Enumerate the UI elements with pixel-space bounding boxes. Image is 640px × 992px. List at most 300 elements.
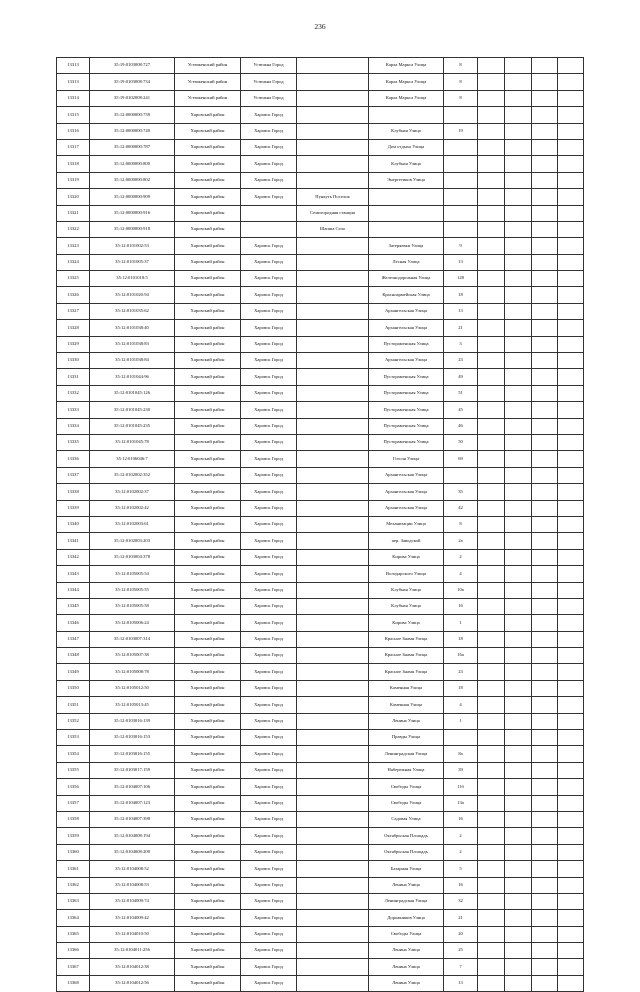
table-row xyxy=(57,893,584,909)
extra-2-cell xyxy=(505,615,532,631)
table-row xyxy=(57,648,584,664)
settlement-cell: Пункуть Поселок xyxy=(297,189,369,205)
district-cell: Харовский район xyxy=(175,451,241,467)
extra-2-cell xyxy=(505,418,532,434)
extra-1-cell xyxy=(478,664,505,680)
city-cell: Харовск Город xyxy=(241,959,297,975)
district-cell: Харовский район xyxy=(175,385,241,401)
extra-3-cell xyxy=(532,811,558,827)
city-cell: Харовск Город xyxy=(241,893,297,909)
row-number-cell: 13335 xyxy=(57,434,90,450)
extra-3-cell xyxy=(532,58,558,74)
city-cell: Харовск Город xyxy=(241,615,297,631)
city-cell: Харовск Город xyxy=(241,369,297,385)
extra-4-cell xyxy=(558,90,584,106)
table-row xyxy=(57,943,584,959)
house-number-cell: 42 xyxy=(444,500,478,516)
extra-3-cell xyxy=(532,975,558,991)
extra-4-cell xyxy=(558,418,584,434)
city-cell: Харовск Город xyxy=(241,926,297,942)
extra-3-cell xyxy=(532,172,558,188)
extra-2-cell xyxy=(505,713,532,729)
extra-2-cell xyxy=(505,533,532,549)
table-row xyxy=(57,287,584,303)
cadastral-number-cell: 35:12:0103016:155 xyxy=(90,746,175,762)
extra-2-cell xyxy=(505,58,532,74)
settlement-cell xyxy=(297,320,369,336)
street-cell: Красноармейская Улица xyxy=(369,287,444,303)
settlement-cell xyxy=(297,943,369,959)
cadastral-number-cell: 35:12:0102003:61 xyxy=(90,516,175,532)
cadastral-number-cell: 35:12:0101038:84 xyxy=(90,353,175,369)
city-cell: Харовск Город xyxy=(241,107,297,123)
extra-1-cell xyxy=(478,353,505,369)
district-cell: Харовский район xyxy=(175,582,241,598)
cadastral-number-cell: 35:12:0101038:83 xyxy=(90,336,175,352)
row-number-cell: 13366 xyxy=(57,943,90,959)
extra-2-cell xyxy=(505,172,532,188)
extra-4-cell xyxy=(558,631,584,647)
cadastral-number-cell: 35:12:0103004:378 xyxy=(90,549,175,565)
extra-3-cell xyxy=(532,664,558,680)
table-row xyxy=(57,484,584,500)
extra-2-cell xyxy=(505,205,532,221)
settlement-cell xyxy=(297,844,369,860)
house-number-cell: 21 xyxy=(444,910,478,926)
extra-4-cell xyxy=(558,369,584,385)
extra-3-cell xyxy=(532,451,558,467)
extra-2-cell xyxy=(505,680,532,696)
extra-3-cell xyxy=(532,631,558,647)
district-cell: Харовский район xyxy=(175,189,241,205)
extra-1-cell xyxy=(478,893,505,909)
city-cell: Устюжна Город xyxy=(241,58,297,74)
extra-4-cell xyxy=(558,58,584,74)
settlement-cell xyxy=(297,254,369,270)
city-cell: Харовск Город xyxy=(241,943,297,959)
extra-2-cell xyxy=(505,320,532,336)
city-cell: Харовск Город xyxy=(241,271,297,287)
district-cell: Харовский район xyxy=(175,648,241,664)
extra-3-cell xyxy=(532,287,558,303)
extra-2-cell xyxy=(505,238,532,254)
table-row xyxy=(57,861,584,877)
street-cell: Садовая Улица xyxy=(369,811,444,827)
extra-3-cell xyxy=(532,156,558,172)
extra-2-cell xyxy=(505,697,532,713)
row-number-cell: 13323 xyxy=(57,238,90,254)
extra-3-cell xyxy=(532,467,558,483)
street-cell: Энергетиков Улица xyxy=(369,172,444,188)
extra-2-cell xyxy=(505,434,532,450)
table-row xyxy=(57,156,584,172)
table-row xyxy=(57,238,584,254)
row-number-cell: 13353 xyxy=(57,730,90,746)
table-row xyxy=(57,877,584,893)
extra-4-cell xyxy=(558,205,584,221)
street-cell: Ленинградская Улица xyxy=(369,746,444,762)
extra-2-cell xyxy=(505,336,532,352)
street-cell: Ленинградская Улица xyxy=(369,893,444,909)
table-row xyxy=(57,746,584,762)
city-cell: Харовск Город xyxy=(241,762,297,778)
settlement-cell xyxy=(297,516,369,532)
extra-4-cell xyxy=(558,598,584,614)
extra-1-cell xyxy=(478,811,505,827)
district-cell: Устюженский район xyxy=(175,90,241,106)
house-number-cell: 8 xyxy=(444,74,478,90)
row-number-cell: 13343 xyxy=(57,566,90,582)
row-number-cell: 13322 xyxy=(57,221,90,237)
street-cell: Красное Знамя Улица xyxy=(369,631,444,647)
extra-4-cell xyxy=(558,926,584,942)
street-cell: Каменная Улица xyxy=(369,697,444,713)
cadastral-number-cell: 35:12:0104009:74 xyxy=(90,893,175,909)
extra-2-cell xyxy=(505,516,532,532)
house-number-cell: 4 xyxy=(444,697,478,713)
city-cell: Харовск Город xyxy=(241,287,297,303)
extra-2-cell xyxy=(505,566,532,582)
settlement-cell xyxy=(297,762,369,778)
extra-3-cell xyxy=(532,713,558,729)
district-cell: Харовский район xyxy=(175,566,241,582)
house-number-cell: 7 xyxy=(444,959,478,975)
city-cell: Харовск Город xyxy=(241,697,297,713)
district-cell: Харовский район xyxy=(175,336,241,352)
extra-3-cell xyxy=(532,844,558,860)
extra-1-cell xyxy=(478,516,505,532)
settlement-cell xyxy=(297,713,369,729)
city-cell: Харовск Город xyxy=(241,549,297,565)
extra-1-cell xyxy=(478,139,505,155)
street-cell: Архангельская Улица xyxy=(369,500,444,516)
extra-1-cell xyxy=(478,680,505,696)
settlement-cell xyxy=(297,746,369,762)
house-number-cell: 39 xyxy=(444,762,478,778)
row-number-cell: 13320 xyxy=(57,189,90,205)
house-number-cell: 16а xyxy=(444,648,478,664)
street-cell: Правды Улица xyxy=(369,730,444,746)
extra-3-cell xyxy=(532,795,558,811)
cadastral-number-cell: 35:12:0101045:230 xyxy=(90,402,175,418)
extra-2-cell xyxy=(505,877,532,893)
cadastral-number-cell: 35:12:0105005:54 xyxy=(90,566,175,582)
extra-2-cell xyxy=(505,467,532,483)
extra-4-cell xyxy=(558,221,584,237)
extra-1-cell xyxy=(478,713,505,729)
extra-4-cell xyxy=(558,910,584,926)
city-cell: Харовск Город xyxy=(241,664,297,680)
street-cell: Пустораменская Улица xyxy=(369,434,444,450)
settlement-cell xyxy=(297,484,369,500)
cadastral-number-cell: 35:12:0104009:42 xyxy=(90,910,175,926)
settlement-cell xyxy=(297,303,369,319)
street-cell: Железнодорожная Улица xyxy=(369,271,444,287)
row-number-cell: 13333 xyxy=(57,402,90,418)
extra-1-cell xyxy=(478,697,505,713)
city-cell: Харовск Город xyxy=(241,582,297,598)
district-cell: Харовский район xyxy=(175,353,241,369)
settlement-cell: Шапша Село xyxy=(297,221,369,237)
district-cell: Харовский район xyxy=(175,713,241,729)
house-number-cell: 51 xyxy=(444,385,478,401)
house-number-cell: 49 xyxy=(444,369,478,385)
extra-3-cell xyxy=(532,336,558,352)
settlement-cell xyxy=(297,926,369,942)
cadastral-number-cell: 35:12:0000000:739 xyxy=(90,107,175,123)
cadastral-number-cell: 35:19:0103008:727 xyxy=(90,58,175,74)
house-number-cell: 2 xyxy=(444,828,478,844)
house-number-cell: 1 xyxy=(444,615,478,631)
settlement-cell xyxy=(297,58,369,74)
extra-4-cell xyxy=(558,615,584,631)
house-number-cell: 5 xyxy=(444,861,478,877)
row-number-cell: 13356 xyxy=(57,779,90,795)
extra-2-cell xyxy=(505,730,532,746)
extra-4-cell xyxy=(558,451,584,467)
city-cell: Харовск Город xyxy=(241,631,297,647)
settlement-cell xyxy=(297,893,369,909)
house-number-cell: 9 xyxy=(444,238,478,254)
extra-1-cell xyxy=(478,303,505,319)
house-number-cell: 8 xyxy=(444,516,478,532)
house-number-cell xyxy=(444,189,478,205)
row-number-cell: 13336 xyxy=(57,451,90,467)
extra-3-cell xyxy=(532,484,558,500)
cadastral-number-cell: 35:12:0104007:123 xyxy=(90,795,175,811)
extra-4-cell xyxy=(558,353,584,369)
extra-4-cell xyxy=(558,484,584,500)
city-cell: Харовск Город xyxy=(241,828,297,844)
house-number-cell: 11б xyxy=(444,779,478,795)
city-cell: Харовск Город xyxy=(241,811,297,827)
street-cell: Карла Маркса Улица xyxy=(369,90,444,106)
city-cell: Харовск Город xyxy=(241,713,297,729)
district-cell: Харовский район xyxy=(175,844,241,860)
extra-1-cell xyxy=(478,582,505,598)
table-row xyxy=(57,615,584,631)
house-number-cell: 8 xyxy=(444,58,478,74)
settlement-cell xyxy=(297,549,369,565)
extra-1-cell xyxy=(478,500,505,516)
extra-2-cell xyxy=(505,271,532,287)
house-number-cell: 1 xyxy=(444,713,478,729)
extra-4-cell xyxy=(558,467,584,483)
extra-1-cell xyxy=(478,287,505,303)
extra-4-cell xyxy=(558,156,584,172)
extra-2-cell xyxy=(505,910,532,926)
street-cell: Гоголя Улица xyxy=(369,451,444,467)
house-number-cell: 25 xyxy=(444,943,478,959)
extra-4-cell xyxy=(558,795,584,811)
street-cell: Ленина Улица xyxy=(369,713,444,729)
extra-4-cell xyxy=(558,123,584,139)
extra-2-cell xyxy=(505,189,532,205)
city-cell: Харовск Город xyxy=(241,795,297,811)
extra-2-cell xyxy=(505,369,532,385)
extra-1-cell xyxy=(478,172,505,188)
extra-2-cell xyxy=(505,221,532,237)
cadastral-number-cell: 35:12:0102003:203 xyxy=(90,533,175,549)
district-cell: Харовский район xyxy=(175,418,241,434)
extra-3-cell xyxy=(532,238,558,254)
city-cell: Харовск Город xyxy=(241,910,297,926)
row-number-cell: 13324 xyxy=(57,254,90,270)
extra-4-cell xyxy=(558,385,584,401)
district-cell: Харовский район xyxy=(175,484,241,500)
extra-4-cell xyxy=(558,402,584,418)
settlement-cell xyxy=(297,336,369,352)
extra-1-cell xyxy=(478,598,505,614)
cadastral-number-cell: 35:12:0103007:314 xyxy=(90,631,175,647)
cadastral-number-cell: 35:12:0105005:58 xyxy=(90,598,175,614)
cadastral-number-cell: 35:19:0102008:241 xyxy=(90,90,175,106)
extra-4-cell xyxy=(558,271,584,287)
row-number-cell: 13364 xyxy=(57,910,90,926)
street-cell: Кирова Улица xyxy=(369,549,444,565)
cadastral-number-cell: 35:12:0104010:50 xyxy=(90,926,175,942)
street-cell: Пустораменская Улица xyxy=(369,402,444,418)
cadastral-number-cell: 35:12:0104012:56 xyxy=(90,975,175,991)
table-row xyxy=(57,975,584,991)
district-cell: Харовский район xyxy=(175,631,241,647)
table-row xyxy=(57,533,584,549)
table-row xyxy=(57,303,584,319)
street-cell: Пустораменская Улица xyxy=(369,336,444,352)
row-number-cell: 13317 xyxy=(57,139,90,155)
city-cell: Харовск Город xyxy=(241,139,297,155)
house-number-cell xyxy=(444,221,478,237)
street-cell: пер. Заводской xyxy=(369,533,444,549)
extra-4-cell xyxy=(558,172,584,188)
district-cell: Харовский район xyxy=(175,287,241,303)
extra-2-cell xyxy=(505,861,532,877)
district-cell: Харовский район xyxy=(175,500,241,516)
city-cell: Харовск Город xyxy=(241,189,297,205)
street-cell: Ленина Улица xyxy=(369,943,444,959)
cadastral-number-cell: 35:12:0102002:352 xyxy=(90,467,175,483)
extra-1-cell xyxy=(478,418,505,434)
house-number-cell: 69 xyxy=(444,451,478,467)
cadastral-number-cell: 35:12:0104008:52 xyxy=(90,861,175,877)
table-row xyxy=(57,795,584,811)
extra-4-cell xyxy=(558,861,584,877)
street-cell: Набережная Улица xyxy=(369,762,444,778)
row-number-cell: 13359 xyxy=(57,828,90,844)
extra-3-cell xyxy=(532,730,558,746)
row-number-cell: 13358 xyxy=(57,811,90,827)
extra-3-cell xyxy=(532,828,558,844)
row-number-cell: 13328 xyxy=(57,320,90,336)
settlement-cell xyxy=(297,959,369,975)
extra-1-cell xyxy=(478,762,505,778)
row-number-cell: 13332 xyxy=(57,385,90,401)
cadastral-number-cell: 35:12:0101044:96 xyxy=(90,369,175,385)
table-row xyxy=(57,910,584,926)
table-row xyxy=(57,926,584,942)
table-row xyxy=(57,680,584,696)
table-row xyxy=(57,566,584,582)
cadastral-number-cell: 35:12:0105008:78 xyxy=(90,664,175,680)
street-cell: Пустораменская Улица xyxy=(369,418,444,434)
house-number-cell: 16 xyxy=(444,598,478,614)
extra-4-cell xyxy=(558,434,584,450)
extra-4-cell xyxy=(558,877,584,893)
cadastral-number-cell: 35:12:0104008:194 xyxy=(90,828,175,844)
row-number-cell: 13316 xyxy=(57,123,90,139)
table-row xyxy=(57,385,584,401)
extra-3-cell xyxy=(532,566,558,582)
extra-2-cell xyxy=(505,139,532,155)
street-cell: Клубная Улица xyxy=(369,123,444,139)
extra-3-cell xyxy=(532,434,558,450)
extra-3-cell xyxy=(532,320,558,336)
settlement-cell xyxy=(297,795,369,811)
extra-2-cell xyxy=(505,631,532,647)
district-cell: Харовский район xyxy=(175,877,241,893)
house-number-cell: 18 xyxy=(444,680,478,696)
district-cell: Харовский район xyxy=(175,467,241,483)
settlement-cell xyxy=(297,697,369,713)
district-cell: Харовский район xyxy=(175,402,241,418)
extra-1-cell xyxy=(478,549,505,565)
house-number-cell: 13а xyxy=(444,795,478,811)
extra-2-cell xyxy=(505,959,532,975)
extra-4-cell xyxy=(558,303,584,319)
district-cell: Харовский район xyxy=(175,730,241,746)
extra-3-cell xyxy=(532,861,558,877)
extra-4-cell xyxy=(558,648,584,664)
cadastral-number-cell: 35:12:0105012:50 xyxy=(90,680,175,696)
extra-1-cell xyxy=(478,730,505,746)
street-cell: Механизации Улица xyxy=(369,516,444,532)
house-number-cell xyxy=(444,172,478,188)
settlement-cell xyxy=(297,861,369,877)
city-cell xyxy=(241,221,297,237)
table-row xyxy=(57,123,584,139)
extra-1-cell xyxy=(478,861,505,877)
street-cell: Свободы Улица xyxy=(369,795,444,811)
extra-2-cell xyxy=(505,844,532,860)
row-number-cell: 13351 xyxy=(57,697,90,713)
street-cell: Архангельская Улица xyxy=(369,484,444,500)
table-row xyxy=(57,844,584,860)
row-number-cell: 13326 xyxy=(57,287,90,303)
cadastral-number-cell: 35:12:0105005:55 xyxy=(90,582,175,598)
extra-1-cell xyxy=(478,434,505,450)
row-number-cell: 13350 xyxy=(57,680,90,696)
extra-3-cell xyxy=(532,533,558,549)
cadastral-number-cell: 35:12:0104011:256 xyxy=(90,943,175,959)
table-row xyxy=(57,402,584,418)
settlement-cell xyxy=(297,877,369,893)
extra-4-cell xyxy=(558,779,584,795)
extra-3-cell xyxy=(532,123,558,139)
house-number-cell xyxy=(444,139,478,155)
extra-1-cell xyxy=(478,648,505,664)
house-number-cell: 8 xyxy=(444,90,478,106)
house-number-cell: 8а xyxy=(444,746,478,762)
table-row xyxy=(57,664,584,680)
row-number-cell: 13342 xyxy=(57,549,90,565)
district-cell: Харовский район xyxy=(175,975,241,991)
settlement-cell xyxy=(297,385,369,401)
street-cell: Архангельская Улица xyxy=(369,353,444,369)
settlement-cell xyxy=(297,680,369,696)
row-number-cell: 13345 xyxy=(57,598,90,614)
extra-1-cell xyxy=(478,189,505,205)
settlement-cell xyxy=(297,615,369,631)
